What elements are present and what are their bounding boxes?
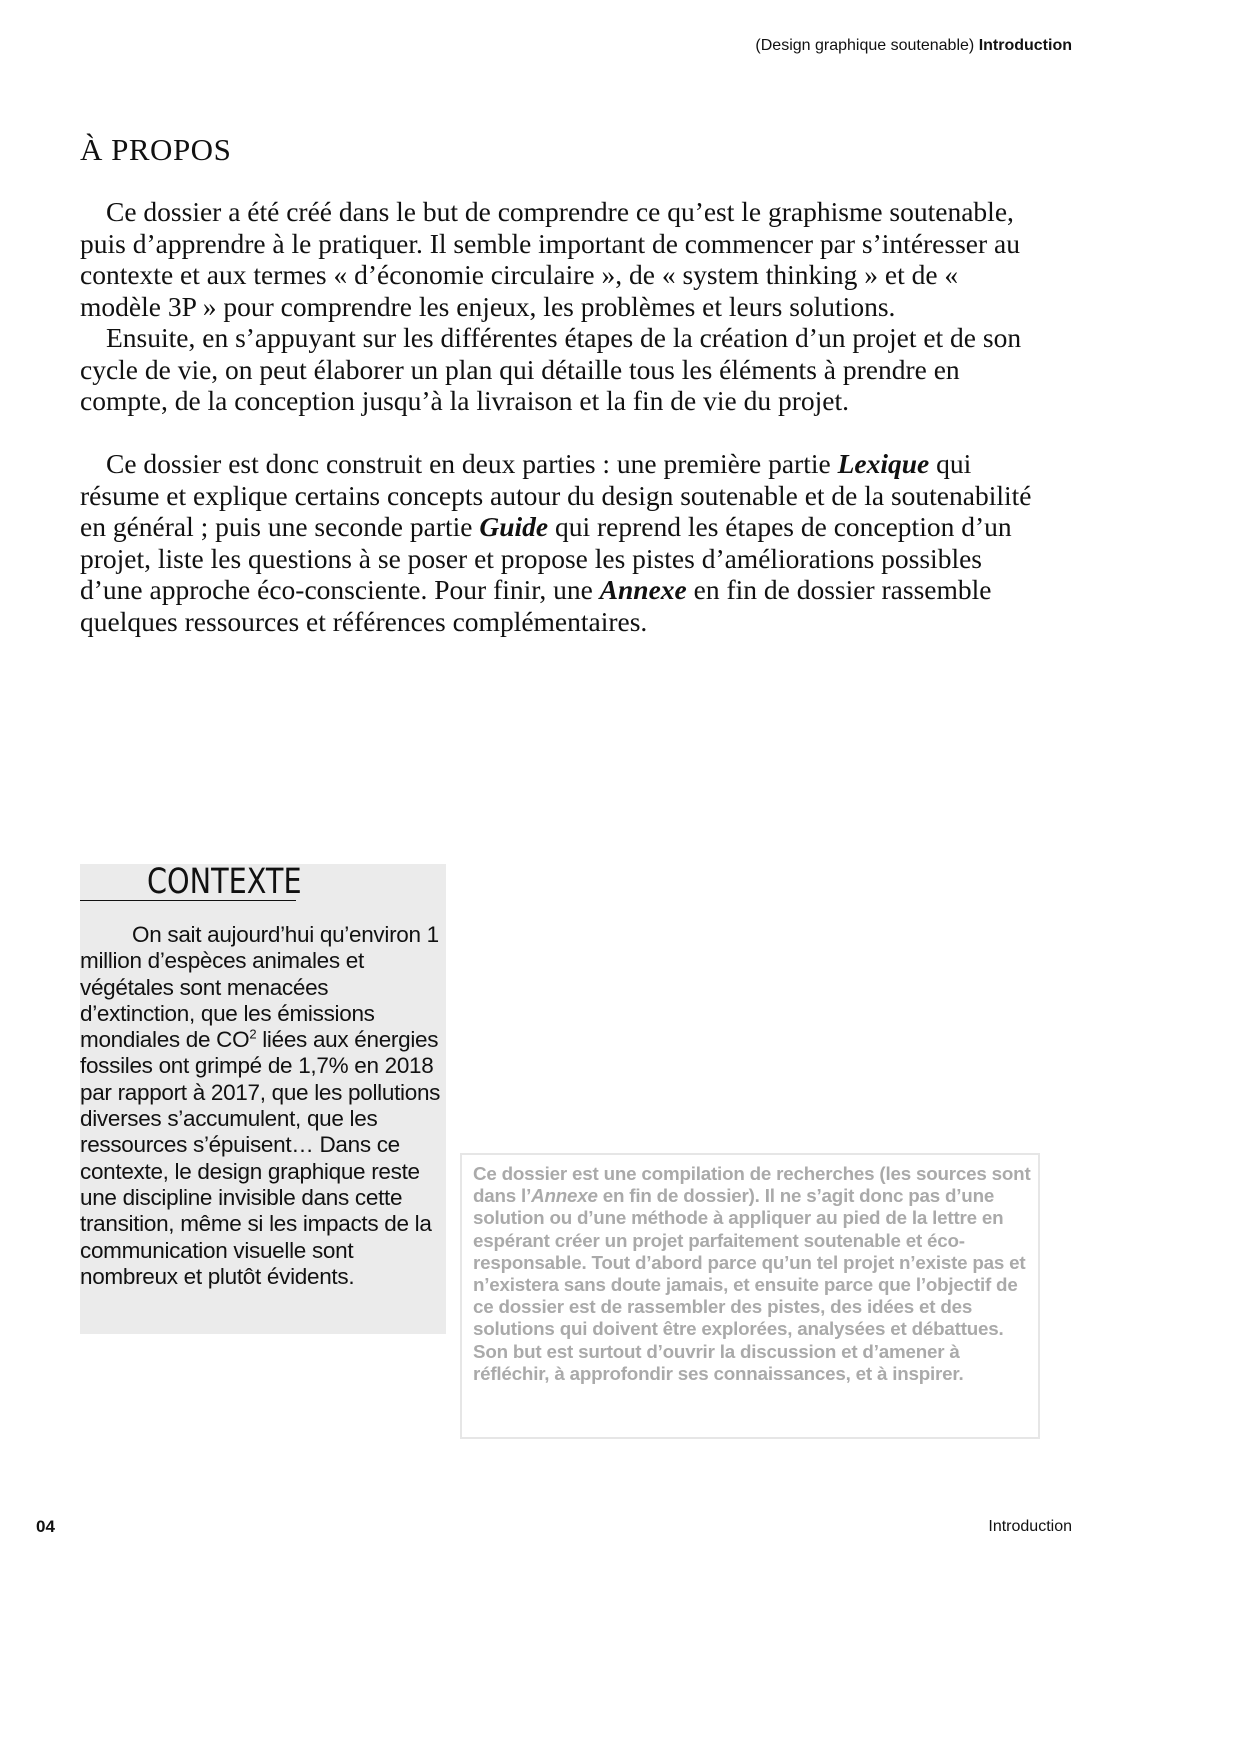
disclaimer-note-text (473, 1163, 1033, 1385)
about-paragraph-3-part-3: qui reprend les étapes de conception d’un projet, liste les questions à se poser et propose les pistes d’améliorations possibles d’une approche éco-consciente. Pour finir, une (80, 511, 1012, 605)
context-title: CONTEXTE (147, 862, 302, 902)
context-text (80, 922, 446, 1290)
note-text-part-1: Ce dossier est une compilation de recherches (les sources sont dans l’ (473, 1163, 1031, 1207)
context-text-part-2: liées aux énergies fossiles ont grimpé de 1,7% en 2018 par rapport à 2017, que les pollutions diverses s’accumulent, que les ressources s’épuisent… Dans ce contexte, le design graphique reste une discipline invisible dans cette transition, même si les impacts de la communication visuelle sont nombreux et plutôt évidents. (80, 1027, 441, 1289)
note-text-part-2: en fin de dossier). Il ne s’agit donc pas d’une solution ou d’une méthode à appliquer au pied de la lettre en espérant créer un projet parfaitement soutenable et éco-responsable. Tout d’abord parce qu’un tel projet n’existe pas et n’existera sans doute jamais, et ensuite parce que l’objectif de ce dossier est de rassembler des pistes, des idées et des solutions qui doivent être explorées, analysées et débattues. Son but est surtout d’ouvrir la discussion et d’amener à réfléchir, à approfondir ses connaissances, et à inspirer. (473, 1185, 1026, 1384)
footer-section-label: Introduction (988, 1518, 1072, 1535)
about-paragraph-2: Ensuite, en s’appuyant sur les différentes étapes de la création d’un projet et de son cycle de vie, on peut élaborer un plan qui détaille tous les éléments à prendre en compte, de la conception jusqu’à la livraison et la fin de vie du projet. (80, 322, 1022, 416)
guide-emphasis: Guide (479, 511, 549, 542)
about-paragraph-3-part-2: qui résume et explique certains concepts autour du design soutenable et de la soutenabilité en général ; puis une seconde partie (80, 448, 1032, 542)
context-sidebar (80, 864, 446, 1334)
running-header-breadcrumb: (Design graphique soutenable) (755, 37, 975, 54)
note-annexe-emphasis: Annexe (531, 1185, 598, 1207)
about-title: À PROPOS (80, 132, 232, 167)
disclaimer-note-box (460, 1153, 1040, 1439)
about-paragraph-3-part-1: Ce dossier est donc construit en deux parties : une première partie (106, 448, 838, 479)
running-header-section: Introduction (978, 37, 1072, 54)
running-header (755, 36, 1072, 56)
about-paragraph-3-part-4: en fin de dossier rassemble quelques ressources et références complémentaires. (80, 574, 992, 637)
context-text-part-1: On sait aujourd’hui qu’environ 1 million d’espèces animales et végétales sont menacées d’extinction, que les émissions mondiales de CO (80, 922, 439, 1053)
about-paragraph-3 (80, 448, 1040, 637)
about-paragraph-1: Ce dossier a été créé dans le but de comprendre ce qu’est le graphisme soutenable, puis d’apprendre à le pratiquer. Il semble important de commencer par s’intéresser au contexte et aux termes « d’économie circulaire », de « system thinking » et de « modèle 3P » pour comprendre les enjeux, les problèmes et leurs solutions. (80, 196, 1020, 322)
annexe-emphasis: Annexe (599, 574, 687, 605)
lexique-emphasis: Lexique (837, 448, 930, 479)
context-title-rule (80, 862, 302, 902)
about-body (80, 196, 1040, 637)
co2-superscript: 2 (249, 1026, 257, 1042)
page-number: 04 (36, 1517, 55, 1536)
